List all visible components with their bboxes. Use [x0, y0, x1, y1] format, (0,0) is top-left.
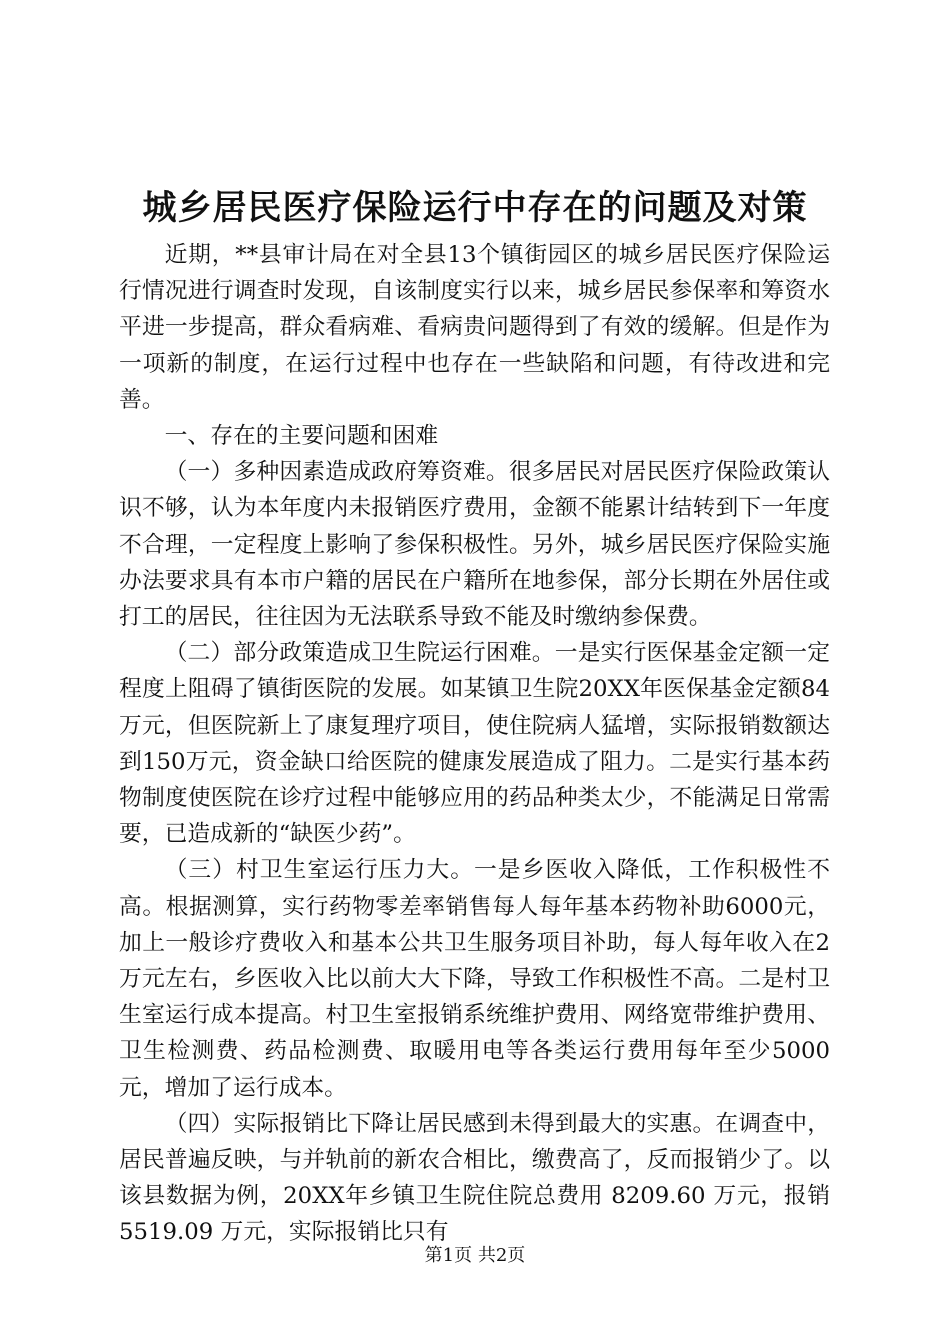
paragraph-issue-4: （四）实际报销比下降让居民感到未得到最大的实惠。在调查中，居民普遍反映，与并轨前的新农合相比，缴费高了，反而报销少了。以该县数据为例，20XX年乡镇卫生院住院总费用 8209.60 万元，报销 5519.09 万元，实际报销比只有 — [119, 1110, 830, 1246]
paragraph-issue-1: （一）多种因素造成政府筹资难。很多居民对居民医疗保险政策认识不够，认为本年度内未报销医疗费用，金额不能累计结转到下一年度不合理，一定程度上影响了参保积极性。另外，城乡居民医疗保险实施办法要求具有本市户籍的居民在户籍所在地参保，部分长期在外居住或打工的居民，往往因为无法联系导致不能及时缴纳参保费。 — [119, 459, 830, 631]
page-footer: 第1页 共2页 — [424, 1245, 526, 1266]
document-body — [119, 237, 830, 1251]
paragraph-issue-2: （二）部分政策造成卫生院运行困难。一是实行医保基金定额一定程度上阻碍了镇街医院的发展。如某镇卫生院20XX年医保基金定额84万元，但医院新上了康复理疗项目，使住院病人猛增，实际报销数额达到150万元，资金缺口给医院的健康发展造成了阻力。二是实行基本药物制度使医院在诊疗过程中能够应用的药品种类太少，不能满足日常需要，已造成新的“缺医少药”。 — [119, 640, 830, 848]
document-title: 城乡居民医疗保险运行中存在的问题及对策 — [142, 188, 808, 228]
paragraph-intro: 近期，**县审计局在对全县13个镇街园区的城乡居民医疗保险运行情况进行调查时发现，自该制度实行以来，城乡居民参保率和筹资水平进一步提高，群众看病难、看病贵问题得到了有效的缓解。但是作为一项新的制度，在运行过程中也存在一些缺陷和问题，有待改进和完善。 — [119, 242, 830, 413]
section-heading: 一、存在的主要问题和困难 — [164, 423, 439, 450]
paragraph-issue-3: （三）村卫生室运行压力大。一是乡医收入降低，工作积极性不高。根据测算，实行药物零差率销售每人每年基本药物补助6000元，加上一般诊疗费收入和基本公共卫生服务项目补助，每人每年收入在2万元左右，乡医收入比以前大大下降，导致工作积极性不高。二是村卫生室运行成本提高。村卫生室报销系统维护费用、网络宽带维护费用、卫生检测费、药品检测费、取暖用电等各类运行费用每年至少5000元，增加了运行成本。 — [119, 857, 830, 1101]
